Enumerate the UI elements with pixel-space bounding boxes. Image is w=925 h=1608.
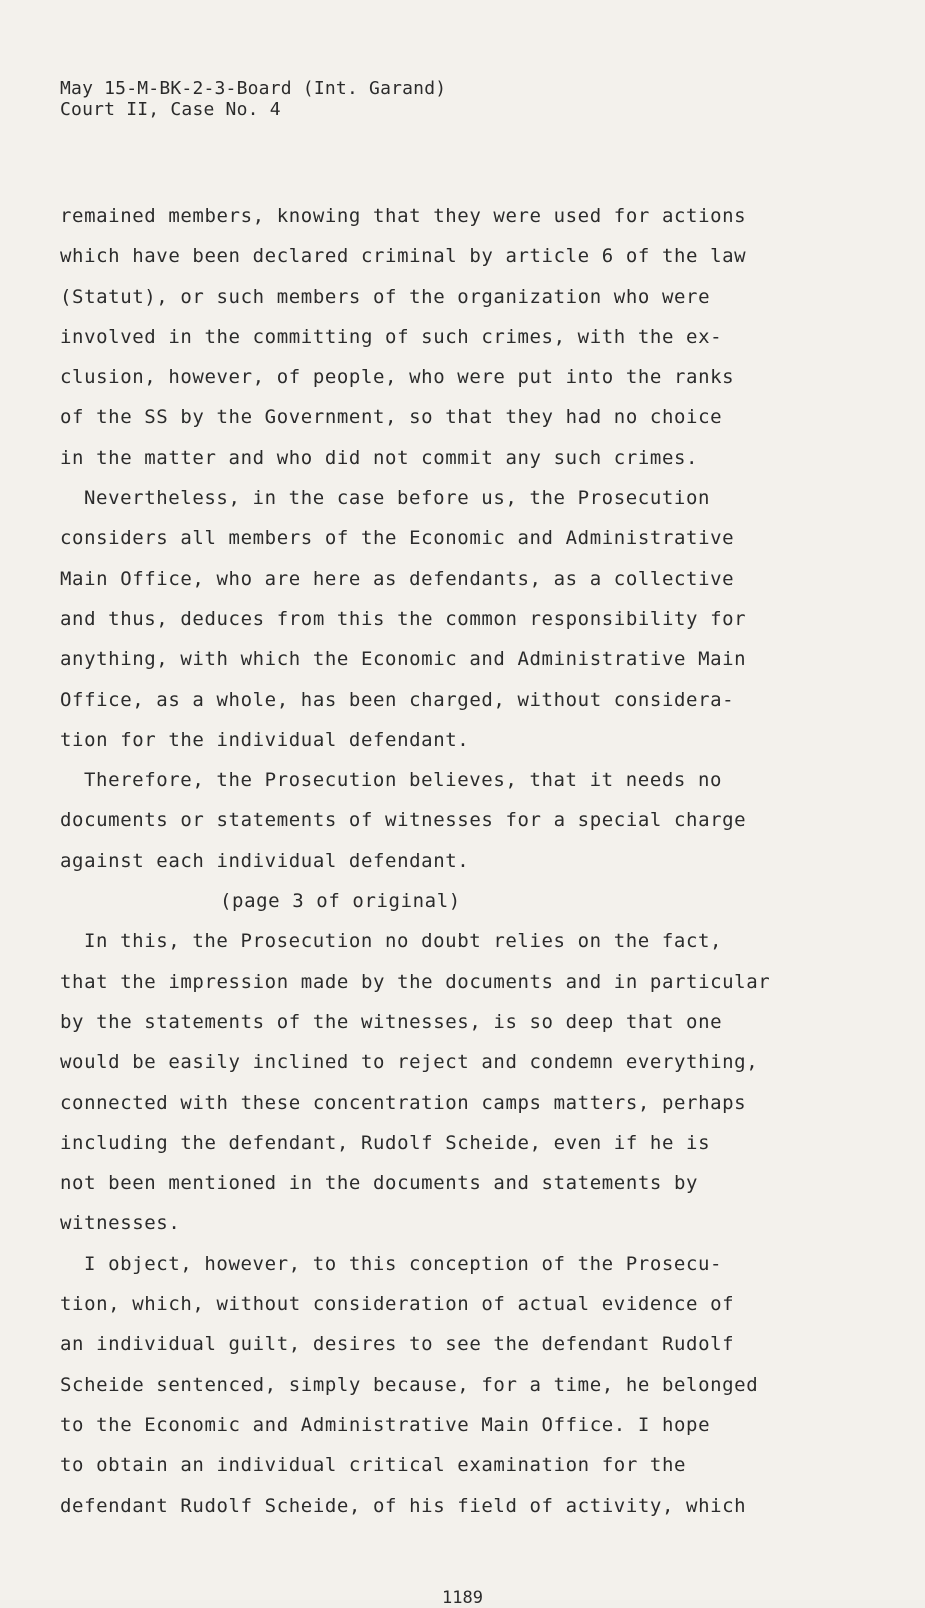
text-line: defendant Rudolf Scheide, of his field of activity, which xyxy=(60,1494,747,1517)
header-line-2: Court II, Case No. 4 xyxy=(60,99,281,120)
text-line: witnesses. xyxy=(60,1212,181,1235)
text-line: tion, which, without consideration of actual evidence of xyxy=(60,1293,735,1316)
text-line: against each individual defendant. xyxy=(60,849,470,872)
text-line: tion for the individual defendant. xyxy=(60,728,470,751)
page-reference: (page 3 of original) xyxy=(220,890,461,913)
text-line: Office, as a whole, has been charged, without considera- xyxy=(60,688,735,711)
text-line: an individual guilt, desires to see the defendant Rudolf xyxy=(60,1333,735,1356)
text-line: involved in the committing of such crimes, with the ex- xyxy=(60,325,723,348)
document-body xyxy=(60,196,890,1526)
text-line: In this, the Prosecution no doubt relies on the fact, xyxy=(84,930,723,953)
text-line: connected with these concentration camps matters, perhaps xyxy=(60,1091,747,1114)
text-line: by the statements of the witnesses, is so deep that one xyxy=(60,1010,723,1033)
text-line: (Statut), or such members of the organization who were xyxy=(60,285,711,308)
text-line: Therefore, the Prosecution believes, that it needs no xyxy=(84,769,723,792)
text-line: to obtain an individual critical examination for the xyxy=(60,1454,687,1477)
text-line: Scheide sentenced, simply because, for a time, he belonged xyxy=(60,1373,759,1396)
text-line: considers all members of the Economic and Administrative xyxy=(60,527,735,550)
page-number: 1189 xyxy=(442,1588,483,1608)
document-header xyxy=(60,78,446,120)
text-line: to the Economic and Administrative Main Office. I hope xyxy=(60,1413,711,1436)
text-line: in the matter and who did not commit any such crimes. xyxy=(60,446,699,469)
text-line: remained members, knowing that they were used for actions xyxy=(60,205,747,227)
text-line: I object, however, to this conception of the Prosecu- xyxy=(84,1252,723,1275)
text-line: Nevertheless, in the case before us, the Prosecution xyxy=(84,487,711,510)
text-line: that the impression made by the documents and in particular xyxy=(60,970,771,993)
text-line: clusion, however, of people, who were put into the ranks xyxy=(60,366,735,389)
text-line: not been mentioned in the documents and statements by xyxy=(60,1172,699,1195)
text-line: Main Office, who are here as defendants, as a collective xyxy=(60,567,735,590)
text-line: including the defendant, Rudolf Scheide, even if he is xyxy=(60,1131,711,1154)
text-line: documents or statements of witnesses for a special charge xyxy=(60,809,747,832)
text-line: of the SS by the Government, so that they had no choice xyxy=(60,406,723,429)
text-line: and thus, deduces from this the common responsibility for xyxy=(60,607,747,630)
text-line: would be easily inclined to reject and condemn everything, xyxy=(60,1051,759,1074)
header-line-1: May 15-M-BK-2-3-Board (Int. Garand) xyxy=(60,78,447,99)
text-line: anything, with which the Economic and Administrative Main xyxy=(60,648,747,671)
text-line: which have been declared criminal by article 6 of the law xyxy=(60,245,747,268)
